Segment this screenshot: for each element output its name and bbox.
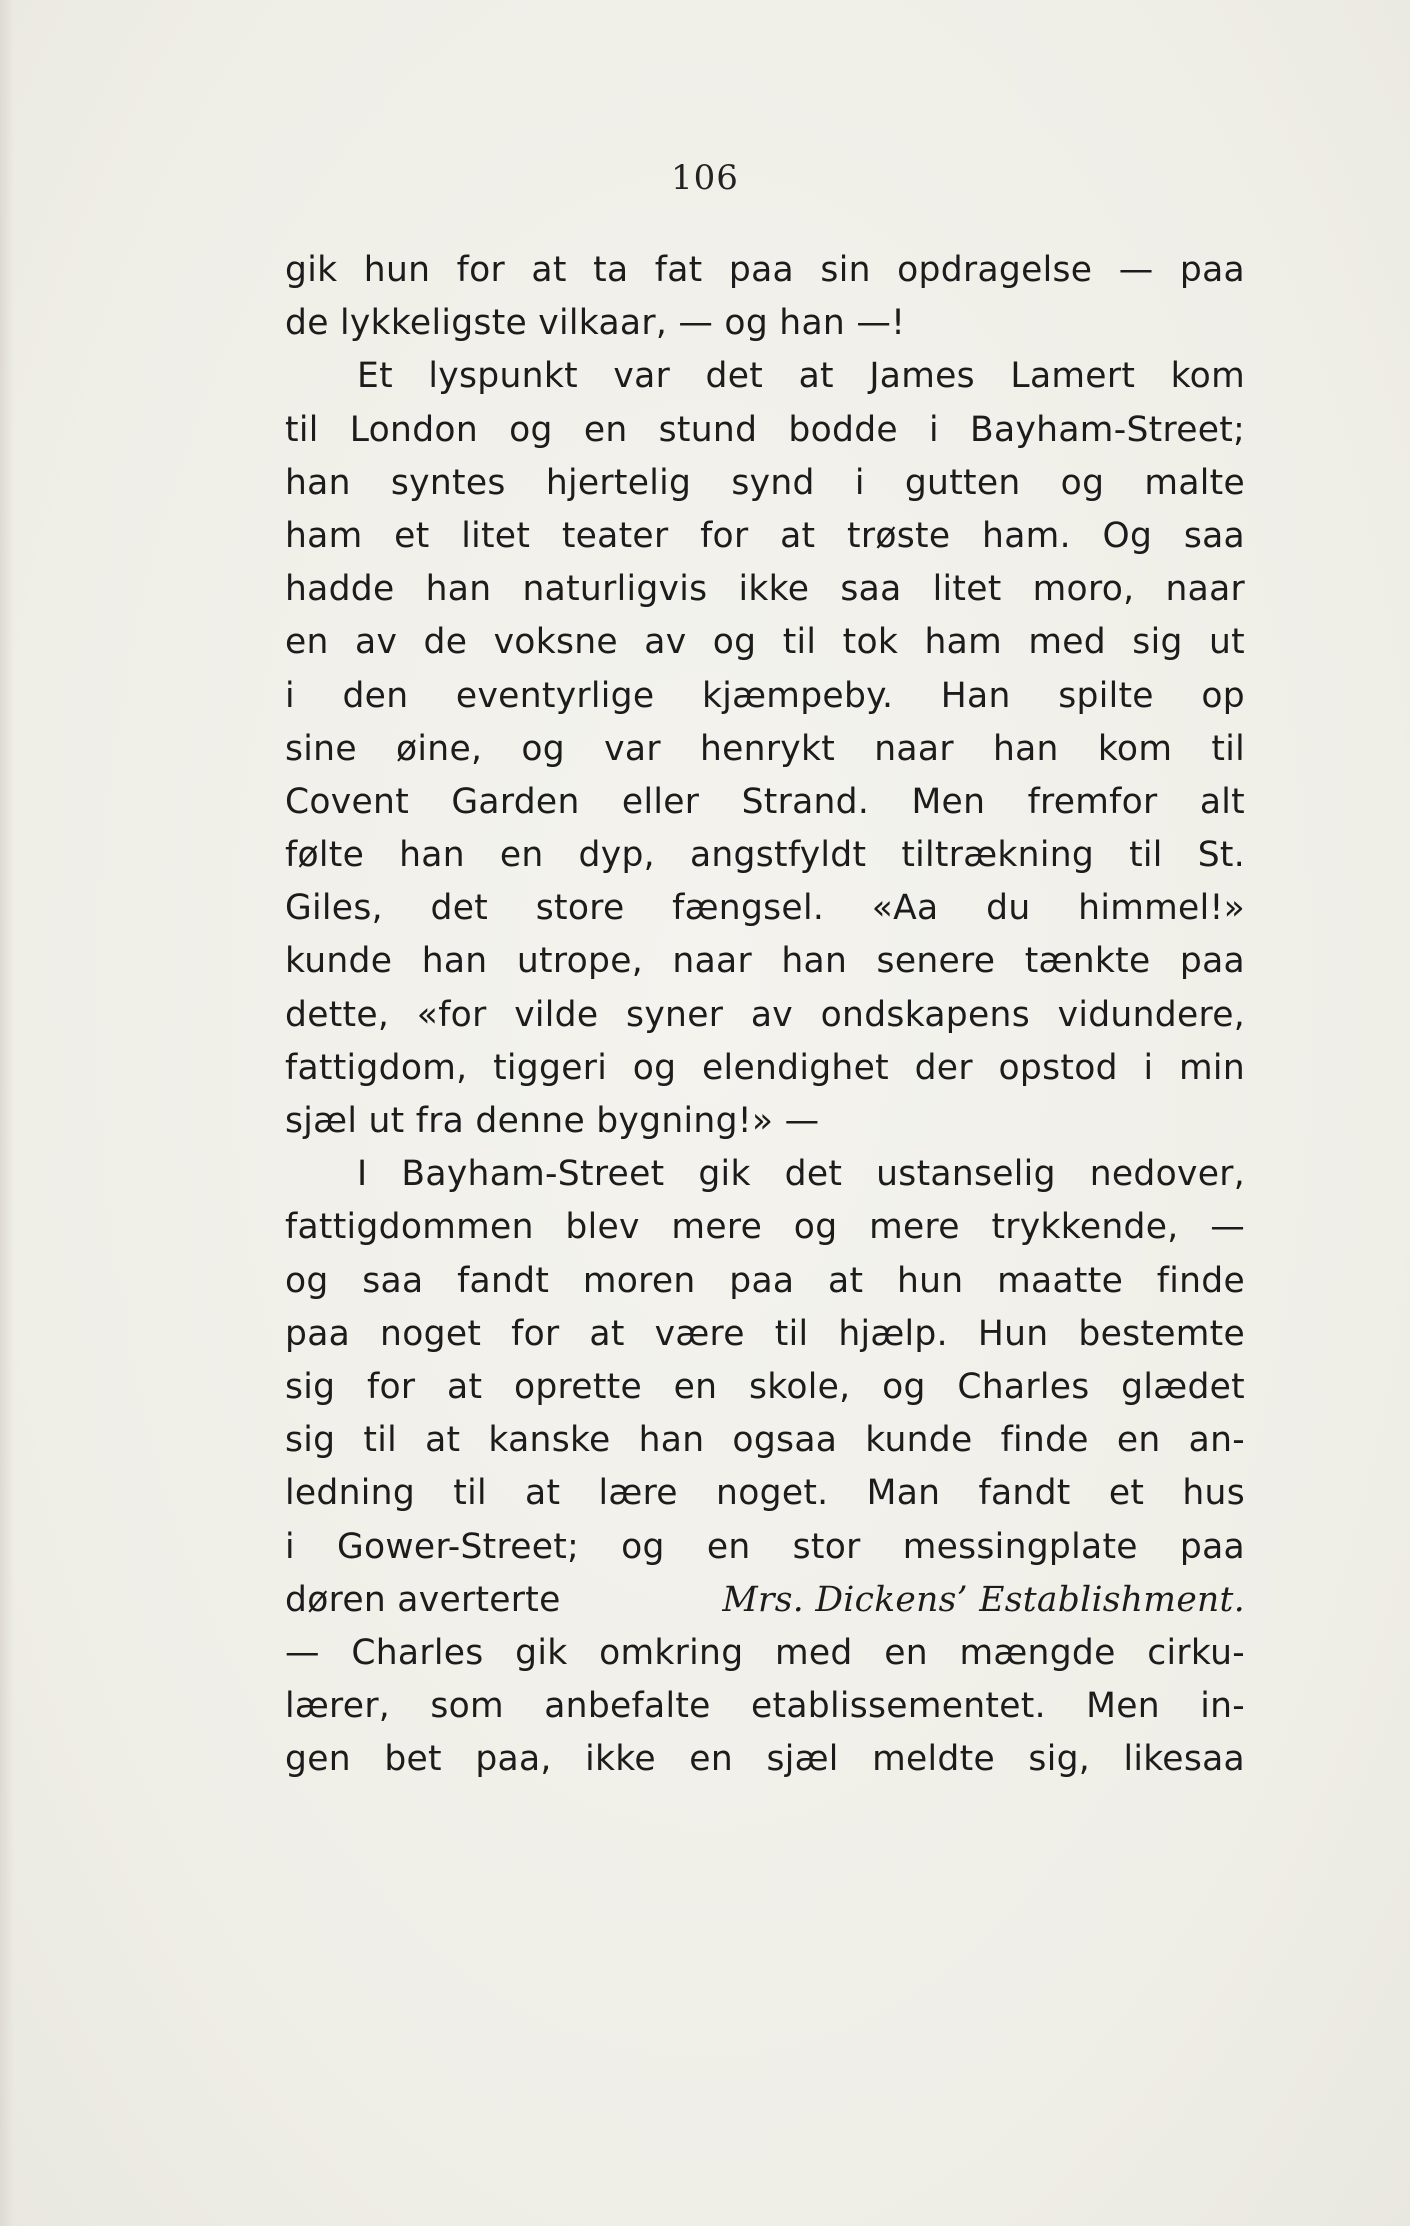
text-line: hadde han naturligvis ikke saa litet moro, naar: [285, 569, 1245, 610]
text-plain-segment: døren averterte: [285, 1579, 561, 1620]
text-line: gen bet paa, ikke en sjæl meldte sig, likesaa: [285, 1739, 1245, 1780]
text-line: til London og en stund bodde i Bayham-Street;: [285, 409, 1245, 450]
text-line-mixed: [285, 1574, 1245, 1627]
text-line: i den eventyrlige kjæmpeby. Han spilte op: [285, 675, 1245, 716]
text-line: sjæl ut fra denne bygning!» —: [285, 1101, 820, 1141]
text-italic-segment: Mrs. Dickens’ Establishment.: [722, 1579, 1245, 1620]
text-line: ledning til at lære noget. Man fandt et hus: [285, 1473, 1245, 1514]
text-line: Covent Garden eller Strand. Men fremfor alt: [285, 781, 1245, 822]
text-line: dette, «for vilde syner av ondskapens vidundere,: [285, 994, 1245, 1035]
text-line: sine øine, og var henrykt naar han kom til: [285, 728, 1245, 769]
text-line: og saa fandt moren paa at hun maatte finde: [285, 1260, 1245, 1301]
text-line: de lykkeligste vilkaar, — og han —!: [285, 303, 906, 344]
text-line: han syntes hjertelig synd i gutten og malte: [285, 462, 1245, 503]
text-line: i Gower-Street; og en stor messingplate paa: [285, 1526, 1245, 1567]
text-line: fattigdom, tiggeri og elendighet der opstod i min: [285, 1047, 1245, 1088]
text-line: kunde han utrope, naar han senere tænkte paa: [285, 941, 1245, 982]
text-line: en av de voksne av og til tok ham med sig ut: [285, 622, 1245, 663]
text-line: — Charles gik omkring med en mængde cirku-: [285, 1632, 1245, 1673]
text-line: paa noget for at være til hjælp. Hun bestemte: [285, 1313, 1245, 1354]
page-edge-shadow: [0, 0, 14, 2226]
text-line: gik hun for at ta fat paa sin opdragelse — paa: [285, 250, 1245, 290]
text-line: Et lyspunkt var det at James Lamert kom: [357, 356, 1245, 397]
text-line: ham et litet teater for at trøste ham. Og saa: [285, 515, 1245, 556]
text-line: Giles, det store fængsel. «Aa du himmel!»: [285, 888, 1245, 929]
text-line: fattigdommen blev mere og mere trykkende, —: [285, 1207, 1245, 1248]
body-text: [285, 244, 1245, 1786]
text-line: I Bayham-Street gik det ustanselig nedover,: [357, 1154, 1245, 1195]
text-line: sig for at oprette en skole, og Charles glædet: [285, 1366, 1245, 1407]
page-number: 106: [671, 158, 739, 198]
text-line: følte han en dyp, angstfyldt tiltrækning til St.: [285, 835, 1245, 876]
text-line: lærer, som anbefalte etablissementet. Men in-: [285, 1686, 1245, 1727]
text-line: sig til at kanske han ogsaa kunde finde en an-: [285, 1420, 1245, 1461]
